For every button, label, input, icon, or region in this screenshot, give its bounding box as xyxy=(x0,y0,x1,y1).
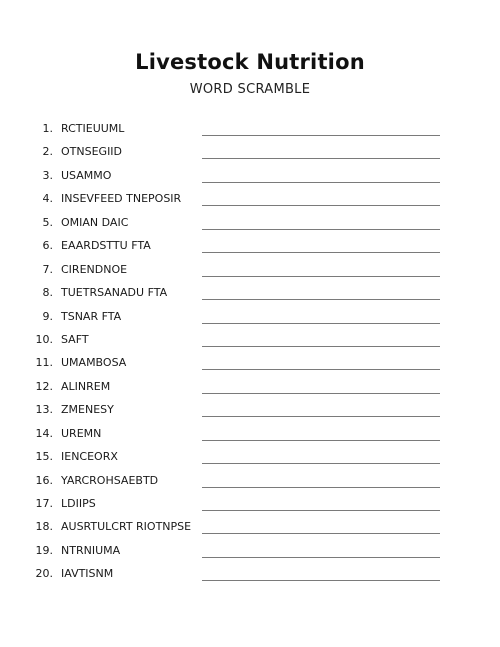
answer-line[interactable] xyxy=(202,346,440,347)
list-item xyxy=(0,259,500,282)
scrambled-word: IENCEORX xyxy=(61,450,118,464)
item-number: 18. xyxy=(35,520,53,534)
answer-line[interactable] xyxy=(202,135,440,136)
scrambled-word: LDIIPS xyxy=(61,497,96,510)
answer-line[interactable] xyxy=(202,323,440,324)
scrambled-word: USAMMO xyxy=(61,168,112,182)
list-item xyxy=(0,376,500,399)
item-number: 10. xyxy=(35,332,53,346)
answer-line[interactable] xyxy=(202,487,440,488)
list-item xyxy=(0,540,500,563)
scrambled-word: OTNSEGIID xyxy=(61,145,123,159)
answer-line[interactable] xyxy=(202,252,440,253)
scrambled-word: SAFT xyxy=(61,332,89,346)
list-item xyxy=(0,188,500,211)
item-number: 5. xyxy=(42,215,53,229)
list-item xyxy=(0,516,500,539)
list-item xyxy=(0,235,500,258)
list-item xyxy=(0,282,500,305)
item-number: 13. xyxy=(35,403,53,417)
answer-line[interactable] xyxy=(202,533,440,534)
scrambled-word: INSEVFEED TNEPOSIR xyxy=(61,192,182,206)
scrambled-word: IAVTISNM xyxy=(61,567,114,581)
item-number: 2. xyxy=(42,145,53,159)
answer-line[interactable] xyxy=(202,416,440,417)
scrambled-word: UREMN xyxy=(61,426,102,440)
answer-line[interactable] xyxy=(202,182,440,183)
answer-line[interactable] xyxy=(202,229,440,230)
word-list xyxy=(0,118,500,587)
item-number: 6. xyxy=(42,239,53,253)
item-number: 4. xyxy=(42,192,53,206)
answer-line[interactable] xyxy=(202,440,440,441)
item-number: 14. xyxy=(35,426,53,440)
answer-line[interactable] xyxy=(202,299,440,300)
item-number: 19. xyxy=(35,543,53,557)
answer-line[interactable] xyxy=(202,580,440,581)
item-number: 3. xyxy=(42,168,53,182)
scrambled-word: NTRNIUMA xyxy=(61,543,121,557)
list-item xyxy=(0,118,500,141)
scrambled-word: YARCROHSAEBTD xyxy=(61,473,159,487)
list-item xyxy=(0,423,500,446)
item-number: 7. xyxy=(42,262,53,276)
scrambled-word: CIRENDNOE xyxy=(61,262,128,276)
list-item xyxy=(0,212,500,235)
scrambled-word: EAARDSTTU FTA xyxy=(61,239,151,253)
item-number: 1. xyxy=(42,122,53,135)
scrambled-word: ALINREM xyxy=(61,379,111,393)
item-number: 11. xyxy=(35,356,53,370)
answer-line[interactable] xyxy=(202,205,440,206)
list-item xyxy=(0,141,500,164)
scrambled-word: TUETRSANADU FTA xyxy=(61,286,168,300)
answer-line[interactable] xyxy=(202,393,440,394)
item-number: 9. xyxy=(42,309,53,323)
answer-line[interactable] xyxy=(202,369,440,370)
item-number: 17. xyxy=(35,497,53,510)
scrambled-word: AUSRTULCRT RIOTNPSE xyxy=(61,520,192,534)
list-item xyxy=(0,563,500,586)
list-item xyxy=(0,306,500,329)
answer-line[interactable] xyxy=(202,158,440,159)
list-item xyxy=(0,493,500,516)
page-subtitle: WORD SCRAMBLE xyxy=(189,82,311,97)
item-number: 20. xyxy=(35,567,53,581)
answer-line[interactable] xyxy=(202,463,440,464)
scrambled-word: ZMENESY xyxy=(61,403,114,417)
answer-line[interactable] xyxy=(202,557,440,558)
list-item xyxy=(0,399,500,422)
list-item xyxy=(0,352,500,375)
list-item xyxy=(0,165,500,188)
scrambled-word: UMAMBOSA xyxy=(61,356,127,370)
list-item xyxy=(0,446,500,469)
list-item xyxy=(0,329,500,352)
page-title: Livestock Nutrition xyxy=(135,50,365,74)
item-number: 12. xyxy=(35,379,53,393)
item-number: 16. xyxy=(35,473,53,487)
scrambled-word: RCTIEUUML xyxy=(61,122,125,135)
scrambled-word: TSNAR FTA xyxy=(61,309,122,323)
answer-line[interactable] xyxy=(202,510,440,511)
item-number: 8. xyxy=(42,286,53,300)
answer-line[interactable] xyxy=(202,276,440,277)
scrambled-word: OMIAN DAIC xyxy=(61,215,129,229)
item-number: 15. xyxy=(35,450,53,464)
list-item xyxy=(0,470,500,493)
